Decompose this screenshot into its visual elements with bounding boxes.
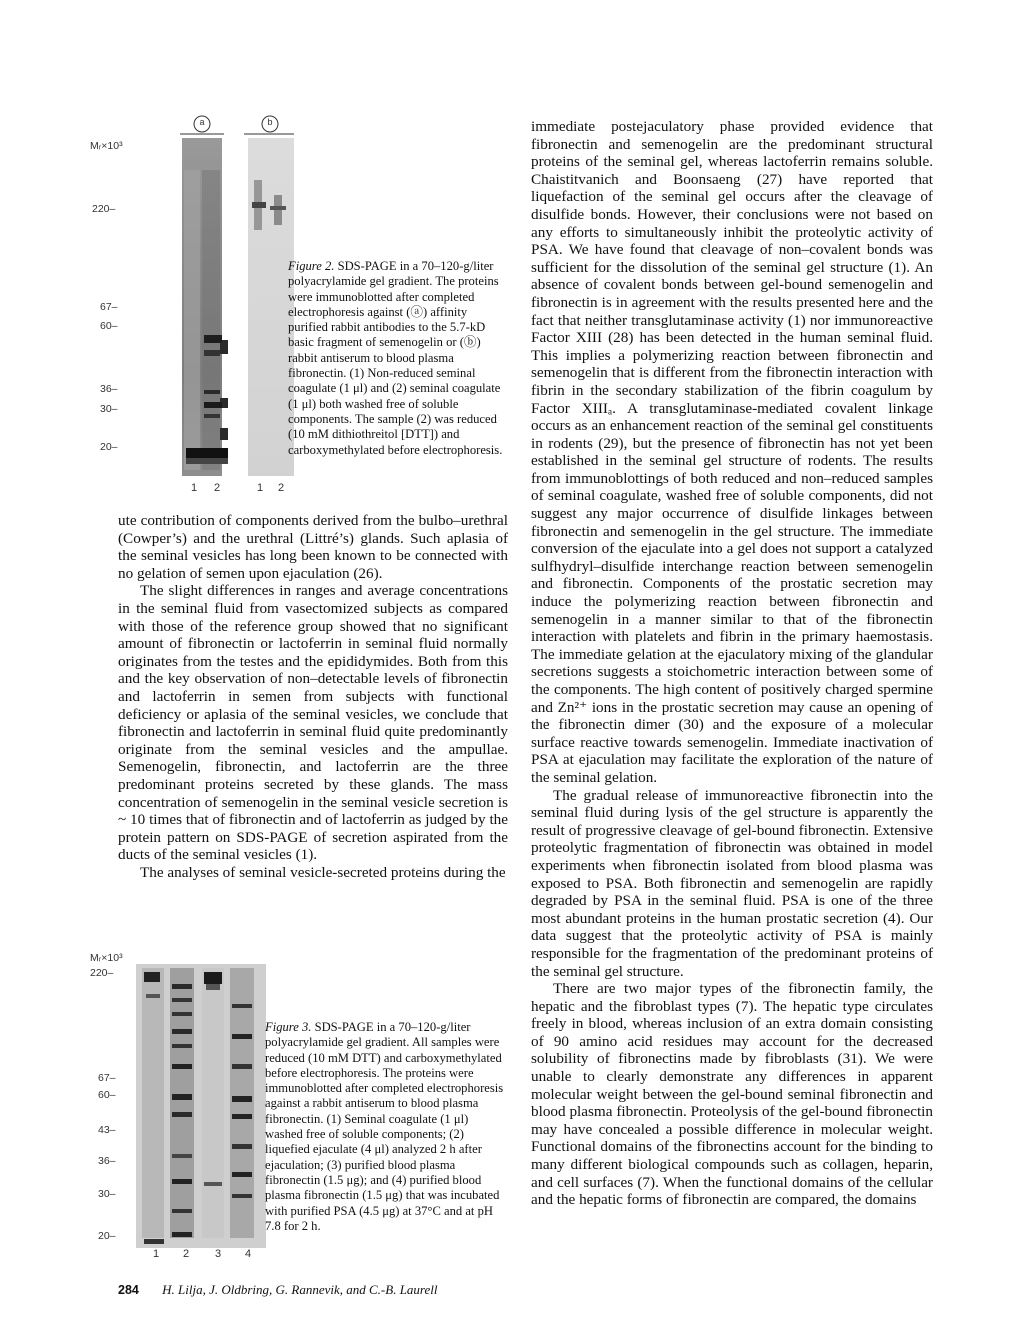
figure-3-marker-36: 36– xyxy=(98,1155,116,1167)
figure-2-axis-label: Mᵣ×10³ xyxy=(90,140,123,152)
figure-3-marker-60: 60– xyxy=(98,1089,116,1101)
figure-3-lane-2: 2 xyxy=(183,1248,190,1260)
page-number: 284 xyxy=(118,1283,139,1297)
page-footer xyxy=(118,1282,618,1298)
left-paragraph-3: The analyses of seminal vesicle-secreted proteins during the xyxy=(140,863,506,881)
left-paragraph-1: ute contribution of components derived from the bulbo–urethral (Cowper’s) and the urethral (Littré’s) glands. Such aplasia of the seminal vesicles has long been known to be connected with no gelation of semen upon ejaculation (26). xyxy=(118,512,508,582)
figure-3-lane-3: 3 xyxy=(215,1248,222,1260)
right-paragraph-2: The gradual release of immunoreactive fibronectin into the seminal fluid during lysis of the gel structure is apparently the result of progressive cleavage of gel-bound fibronectin. Extensive proteolytic fragmentation of fibronectin was obtained in model experiments when fibronectin isolated from blood plasma was exposed to PSA. Both fibronectin and semenogelin are rapidly degraded by PSA in the seminal fluid. PSA is one of the three most abundant proteins in the human prostatic secretion (4). Our data suggest that the proteolytic activity of PSA is mainly responsible for the fragmentation of the predominant proteins of the seminal gel structure. xyxy=(531,786,933,980)
figure-2-lane-a-2: 2 xyxy=(214,482,221,494)
figure-3-caption-label: Figure 3. xyxy=(265,1020,312,1034)
figure-2-caption-text: SDS-PAGE in a 70–120-g/liter polyacrylamide gel gradient. The proteins were immunoblotted after completed electrophoresis against (ⓐ) affinity purified rabbit antibodies to the 5.7-kD basic fragment of semenogelin or (ⓑ) rabbit antiserum to blood plasma fibronectin. (1) Non-reduced seminal coagulate (1 μl) and (2) seminal coagulate (1 μl) both washed free of soluble components. The sample (2) was reduced (10 mM dithiothreitol [DTT]) and carboxymethylated before electrophoresis. xyxy=(288,259,503,457)
figure-2-marker-60: 60– xyxy=(100,320,118,332)
figure-2-gel-image xyxy=(144,110,304,510)
right-paragraph-3: There are two major types of the fibronectin family, the hepatic and the fibroblast types (7). The hepatic type circulates freely in blood, whereas inclusion of an extra domain consisting of 90 amino acid residues may account for the decreased solubility of fibronectins made by fibroblasts (31). We were unable to clearly demonstrate any differences in apparent molecular weight between the gel-bound seminal fibronectin and blood plasma fibronectin. Proteolysis of the gel-bound fibronectin may have concealed a possible difference in molecular weight. Functional domains of the fibronectins account for the binding to many different biological compounds such as collagen, heparin, and cell surfaces (7). When the functional domains of the cellular and the hepatic forms of fibronectin are compared, the domains xyxy=(531,980,933,1209)
figure-3-lane-1: 1 xyxy=(153,1248,160,1260)
figure-2-lane-b-2: 2 xyxy=(278,482,285,494)
figure-3-caption xyxy=(265,1020,508,1234)
figure-2-marker-67: 67– xyxy=(100,301,118,313)
figure-3-marker-67: 67– xyxy=(98,1072,116,1084)
figure-3-gel-image xyxy=(136,964,266,1254)
figure-2-marker-36: 36– xyxy=(100,383,118,395)
figure-2-lane-b-1: 1 xyxy=(257,482,264,494)
figure-2-panel-a-label: a xyxy=(199,117,205,127)
figure-2-caption xyxy=(288,259,508,458)
left-column-text xyxy=(118,512,508,881)
figure-3-marker-30: 30– xyxy=(98,1188,116,1200)
figure-3-lane-4: 4 xyxy=(245,1248,252,1260)
figure-2-marker-30: 30– xyxy=(100,403,118,415)
figure-3-marker-43: 43– xyxy=(98,1124,116,1136)
figure-3-axis-label: Mᵣ×10³ xyxy=(90,952,123,964)
right-column-text xyxy=(531,118,933,1209)
right-paragraph-1: immediate postejaculatory phase provided evidence that fibronectin and semenogelin are the predominant structural proteins of the seminal gel, whereas lactoferrin remains soluble. Chaistitvanich and Boonsaeng (27) have reported that liquefaction of the seminal gel occurs after the cleavage of disulfide bonds. However, their conclusions were not based on any efforts to simultaneously inhibit the proteolytic activity of PSA. We have found that cleavage of non–covalent bonds was sufficient for the dissolution of the seminal gel structure (1). An absence of covalent bonds between gel-bound semenogelin and fibronectin is in agreement with the results presented here and the fact that neither transglutaminase activity (1) nor immunoreactive Factor XIII (28) has been detected in the human seminal fluid. This implies a polymerizing reaction between fibronectin and semenogelin that is different from the fibronectin interaction with fibrin in the secondary stabilization of the fibrin coagulum by Factor XIIIₐ. A transglutaminase-mediated covalent linkage occurs as an enhancement reaction of the seminal gel constituents in rodents (29), but the presence of fibronectin has not yet been established in the seminal gel structure of rodents. The results from immunoblottings of both reduced and non–reduced samples of seminal coagulate, washed free of soluble components, did not suggest any major occurrence of disulfide linkages between fibronectin and semenogelin in the gel structure. The immediate conversion of the ejaculate into a gel does not support a catalyzed sulfhydryl–disulfide interchange reaction between semenogelin and fibronectin. Components of the prostatic secretion may induce the polymerizing reaction between fibronectin and semenogelin in a manner similar to that of the fibronectin interaction with platelets and fibrin in the primary haemostasis. The immediate gelation at the ejaculatory mixing of the glandular secretions suggests a stoichometric interaction between some of the components. The high content of positively charged spermine and Zn²⁺ ions in the prostatic secretion may cause an opening of the fibronectin dimer (30) and the exposure of a molecular surface reactive towards semenogelin. Immediate inactivation of PSA at ejaculation may facilitate the exploration of the nature of the seminal gelation. xyxy=(531,118,933,786)
figure-3-marker-220: 220– xyxy=(90,967,114,979)
figure-2-lane-a-1: 1 xyxy=(191,482,198,494)
figure-2-panel-b-label: b xyxy=(267,117,273,127)
figure-2-caption-label: Figure 2. xyxy=(288,259,335,273)
figure-3-caption-text: SDS-PAGE in a 70–120-g/liter polyacrylamide gel gradient. All samples were reduced (10 mM DTT) and carboxymethylated before electrophoresis. The proteins were immunoblotted after completed electrophoresis against a rabbit antiserum to blood plasma fibronectin. (1) Seminal coagulate (1 μl) washed free of soluble components; (2) liquefied ejaculate (4 μl) analyzed 2 h after ejaculation; (3) purified blood plasma fibronectin (1.5 μg); and (4) purified blood plasma fibronectin (1.5 μg) that was incubated with purified PSA (4.5 μg) at 37°C and at pH 7.8 for 2 h. xyxy=(265,1020,504,1233)
left-paragraph-2: The slight differences in ranges and average concentrations in the seminal fluid from vasectomized subjects as compared with those of the reference group showed that no significant amount of fibronectin or lactoferrin in seminal fluid normally originates from the testes and the epididymides. Both from this and the key observation of non–detectable levels of fibronectin and lactoferrin in semen from subjects with functional deficiency or aplasia of the seminal vesicles, we conclude that fibronectin and lactoferrin in seminal fluid quite predominantly originate from the seminal vesicles and the ampullae. Semenogelin, fibronectin, and lactoferrin are the three predominant proteins secreted by these glands. The mass concentration of semenogelin in the seminal vesicle secretion is ~ 10 times that of fibronectin and of lactoferrin as judged by the protein pattern on SDS-PAGE of secretion aspirated from the ducts of the seminal vesicles (1). xyxy=(118,582,508,864)
footer-authors: H. Lilja, J. Oldbring, G. Rannevik, and C.-B. Laurell xyxy=(162,1282,438,1297)
figure-3-marker-20: 20– xyxy=(98,1230,116,1242)
figure-2-marker-220: 220– xyxy=(92,203,116,215)
figure-2-marker-20: 20– xyxy=(100,441,118,453)
figure-3 xyxy=(88,952,288,1272)
